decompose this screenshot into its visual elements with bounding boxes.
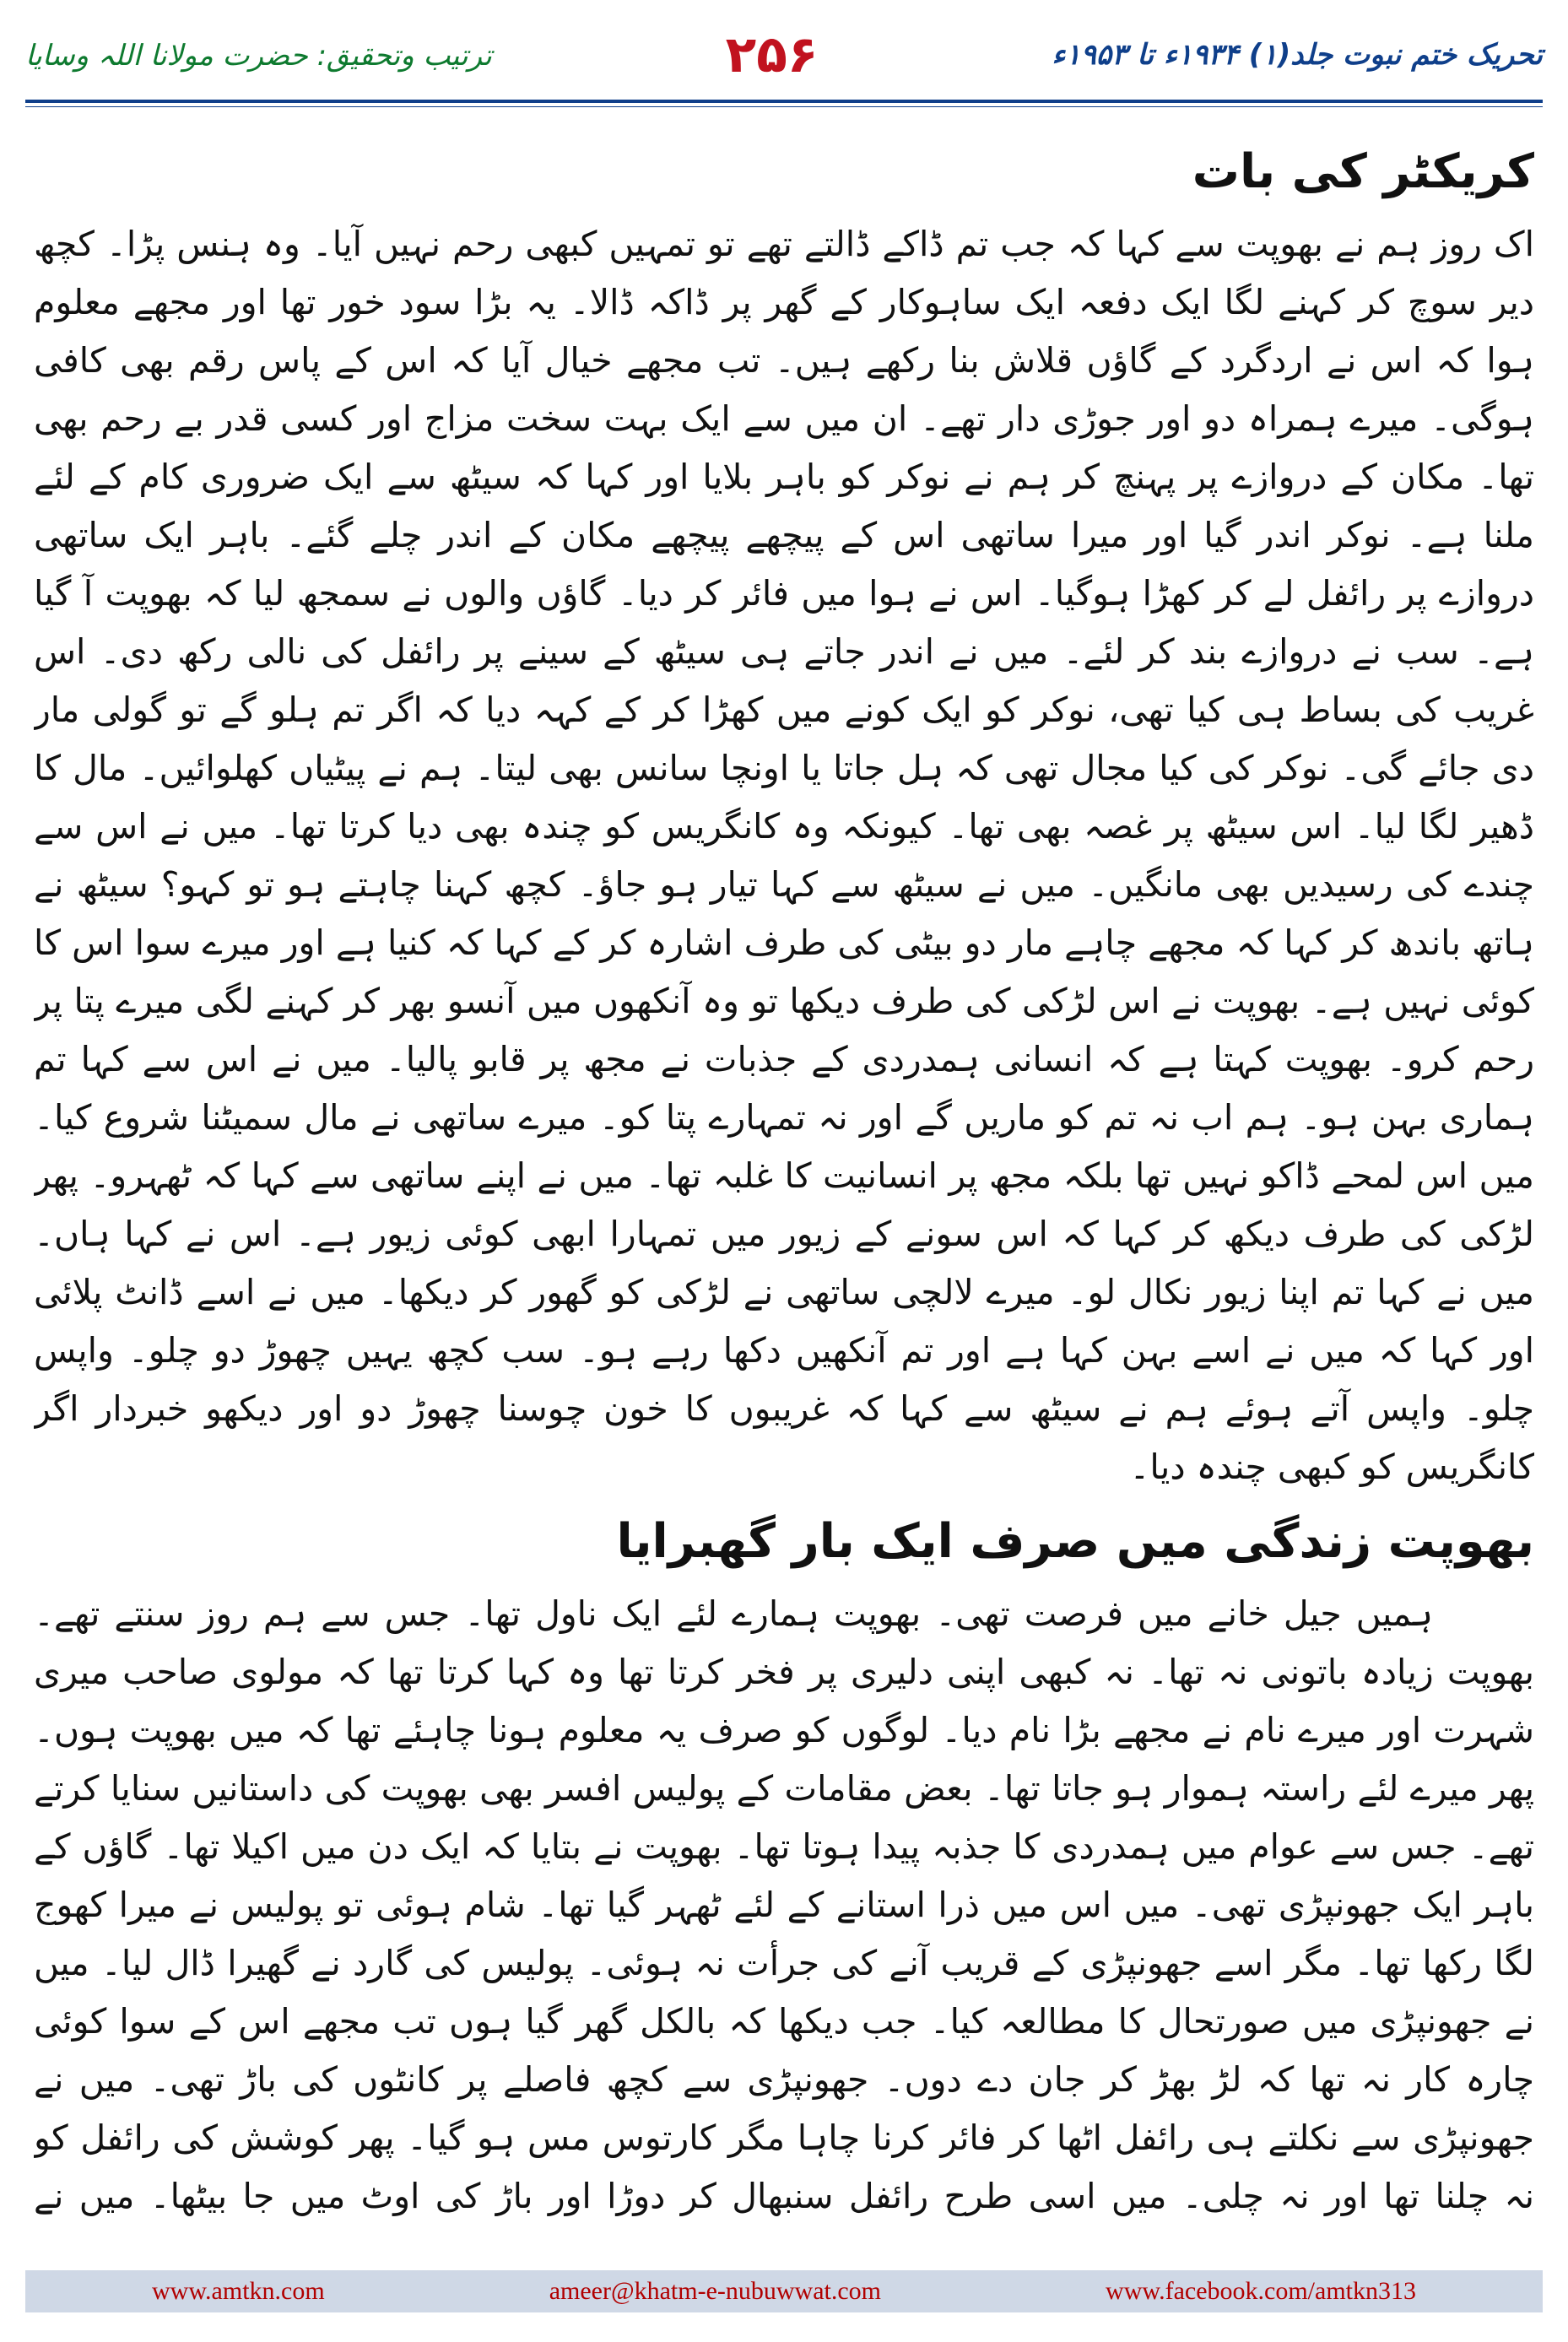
section-heading-character: کریکٹر کی بات (1192, 144, 1534, 199)
header-divider-thin (25, 106, 1543, 107)
page-number: ۲۵۶ (725, 25, 819, 84)
page-body (34, 143, 1534, 2220)
book-title: تحریک ختم نبوت جلد(۱) ۱۹۳۴ء تا ۱۹۵۳ء (1052, 38, 1543, 72)
section-paragraph-character: اک روز ہم نے بھوپت سے کہا کہ جب تم ڈاکے ڈالتے تھے تو تمہیں کبھی رحم نہیں آیا۔ وہ ہنس پڑا۔ کچھ دیر سوچ کر کہنے لگا ایک دفعہ ایک ساہوکار کے گھر پر ڈاکہ ڈالا۔ یہ بڑا سود خور تھا اور مجھے معلوم ہوا کہ اس نے اردگرد کے گاؤں قلاش بنا رکھے ہیں۔ تب مجھے خیال آیا کہ اس کے پاس رقم بھی کافی ہوگی۔ میرے ہمراہ دو اور جوڑی دار تھے۔ ان میں سے ایک بہت سخت مزاج اور کسی قدر بے رحم بھی تھا۔ مکان کے دروازے پر پہنچ کر ہم نے نوکر کو باہر بلایا اور کہا کہ سیٹھ سے ایک ضروری کام کے لئے ملنا ہے۔ نوکر اندر گیا اور میرا ساتھی اس کے پیچھے پیچھے مکان کے اندر چلے گئے۔ باہر ایک ساتھی دروازے پر رائفل لے کر کھڑا ہوگیا۔ اس نے ہوا میں فائر کر دیا۔ گاؤں والوں نے سمجھ لیا کہ بھوپت آ گیا ہے۔ سب نے دروازے بند کر لئے۔ میں نے اندر جاتے ہی سیٹھ کے سینے پر رائفل کی نالی رکھ دی۔ اس غریب کی بساط ہی کیا تھی، نوکر کو ایک کونے میں کھڑا کر کے کہہ دیا کہ اگر تم ہلو گے تو گولی مار دی جائے گی۔ نوکر کی کیا مجال تھی کہ ہل جاتا یا اونچا سانس بھی لیتا۔ ہم نے پیٹیاں کھلوائیں۔ مال کا ڈھیر لگا لیا۔ اس سیٹھ پر غصہ بھی تھا۔ کیونکہ وہ کانگریس کو چندہ بھی دیا کرتا تھا۔ میں نے اس سے چندے کی رسیدیں بھی مانگیں۔ میں نے سیٹھ سے کہا تیار ہو جاؤ۔ کچھ کہنا چاہتے ہو تو کہو؟ سیٹھ نے ہاتھ باندھ کر کہا کہ مجھے چاہے مار دو بیٹی کی طرف اشارہ کر کے کہا کہ کنیا ہے اور میرے سوا اس کا کوئی نہیں ہے۔ بھوپت نے اس لڑکی کی طرف دیکھا تو وہ آنکھوں میں آنسو بھر کر کہنے لگی میرے پتا پر رحم کرو۔ بھوپت کہتا ہے کہ انسانی ہمدردی کے جذبات نے مجھ پر قابو پالیا۔ میں نے اس سے کہا تم ہماری بہن ہو۔ ہم اب نہ تم کو ماریں گے اور نہ تمہارے پتا کو۔ میرے ساتھی نے مال سمیٹنا شروع کیا۔ میں اس لمحے ڈاکو نہیں تھا بلکہ مجھ پر انسانیت کا غلبہ تھا۔ میں نے اپنے ساتھی سے کہا کہ ٹھہرو۔ پھر لڑکی کی طرف دیکھ کر کہا کہ اس سونے کے زیور میں تمہارا ابھی کوئی زیور ہے۔ اس نے کہا ہاں۔ میں نے کہا تم اپنا زیور نکال لو۔ میرے لالچی ساتھی نے لڑکی کو گھور کر دیکھا۔ میں نے اسے ڈانٹ پلائی اور کہا کہ میں نے اسے بہن کہا ہے اور تم آنکھیں دکھا رہے ہو۔ سب کچھ یہیں چھوڑ دو چلو۔ واپس چلو۔ واپس آتے ہوئے ہم نے سیٹھ سے کہا کہ غریبوں کا خون چوسنا چھوڑ دو اور دیکھو خبردار اگر کانگریس کو کبھی چندہ دیا۔ (34, 224, 1534, 1488)
section-paragraph-bhupat-afraid: ہمیں جیل خانے میں فرصت تھی۔ بھوپت ہمارے لئے ایک ناول تھا۔ جس سے ہم روز سنتے تھے۔ بھوپت زیادہ باتونی نہ تھا۔ نہ کبھی اپنی دلیری پر فخر کرتا تھا وہ کہا کرتا تھا کہ مولوی صاحب میری شہرت اور میرے نام نے مجھے بڑا نام دیا۔ لوگوں کو صرف یہ معلوم ہونا چاہئے تھا کہ میں بھوپت ہوں۔ پھر میرے لئے راستہ ہموار ہو جاتا تھا۔ بعض مقامات کے پولیس افسر بھی بھوپت کی داستانیں سنایا کرتے تھے۔ جس سے عوام میں ہمدردی کا جذبہ پیدا ہوتا تھا۔ بھوپت نے بتایا کہ ایک دن میں اکیلا تھا۔ گاؤں کے باہر ایک جھونپڑی تھی۔ میں اس میں ذرا استانے کے لئے ٹھہر گیا تھا۔ شام ہوئی تو پولیس نے میرا کھوج لگا رکھا تھا۔ مگر اسے جھونپڑی کے قریب آنے کی جرأت نہ ہوئی۔ پولیس کی گارد نے گھیرا ڈال لیا۔ میں نے جھونپڑی میں صورتحال کا مطالعہ کیا۔ جب دیکھا کہ بالکل گھر گیا ہوں تب مجھے اس کے سوا کوئی چارہ کار نہ تھا کہ لڑ بھڑ کر جان دے دوں۔ جھونپڑی سے کچھ فاصلے پر کانٹوں کی باڑ تھی۔ میں نے جھونپڑی سے نکلتے ہی رائفل اٹھا کر فائر کرنا چاہا مگر کارتوس مس ہو گیا۔ پھر کوشش کی رائفل کو نہ چلنا تھا اور نہ چلی۔ میں اسی طرح رائفل سنبھال کر دوڑا اور باڑ کی اوٹ میں جا بیٹھا۔ میں نے (34, 1593, 1534, 2217)
facebook-link[interactable]: www.facebook.com/amtkn313 (1106, 2277, 1416, 2305)
compiler-credit: ترتیب وتحقیق: حضرت مولانا اللہ وسایا (25, 38, 492, 73)
header-divider (25, 100, 1543, 103)
email-link[interactable]: ameer@khatm-e-nubuwwat.com (549, 2277, 882, 2305)
website-link[interactable]: www.amtkn.com (152, 2277, 325, 2305)
page-header (25, 17, 1543, 93)
page-footer (25, 2270, 1543, 2312)
section-heading-bhupat-afraid: بھوپت زندگی میں صرف ایک بار گھبرایا (616, 1514, 1534, 1570)
